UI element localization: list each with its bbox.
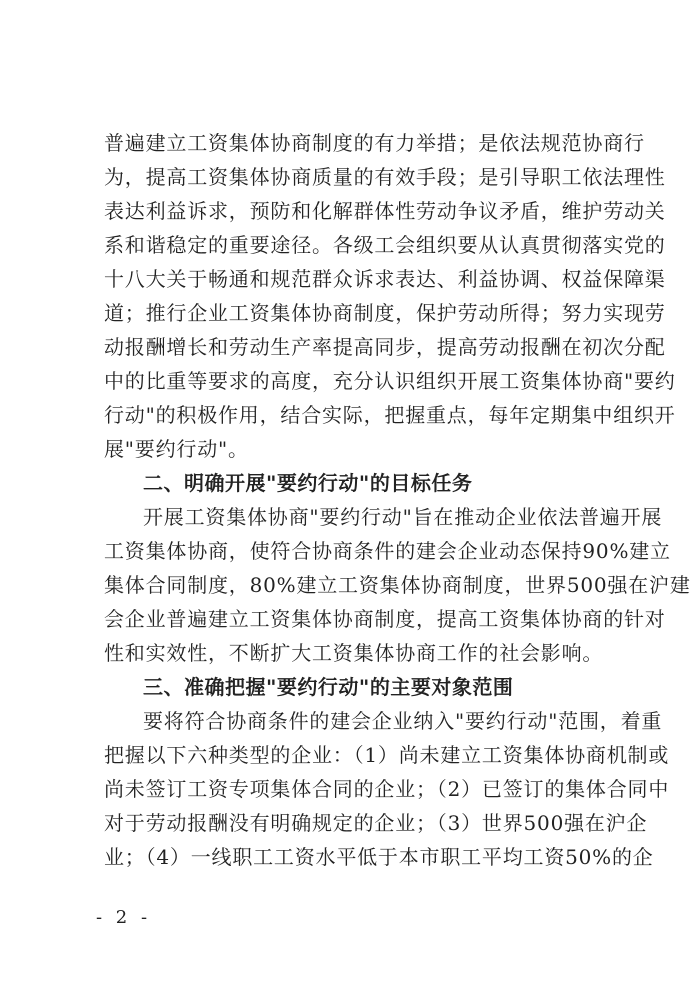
- paragraph-line: 尚未签订工资专项集体合同的企业；（2）已签订的集体合同中: [104, 777, 670, 801]
- paragraph-line: 动报酬增长和劳动生产率提高同步，提高劳动报酬在初次分配: [104, 335, 666, 359]
- paragraph-line: 展"要约行动"。: [104, 437, 249, 461]
- paragraph-line: 行动"的积极作用，结合实际，把握重点，每年定期集中组织开: [104, 403, 676, 427]
- paragraph-line: 中的比重等要求的高度，充分认识组织开展工资集体协商"要约: [104, 369, 676, 393]
- paragraph-line: 开展工资集体协商"要约行动"旨在推动企业依法普遍开展: [143, 505, 663, 529]
- section-heading-scope: 三、准确把握"要约行动"的主要对象范围: [143, 675, 514, 699]
- paragraph-line: 系和谐稳定的重要途径。各级工会组织要从认真贯彻落实党的: [104, 233, 666, 257]
- paragraph-line: 道；推行企业工资集体协商制度，保护劳动所得；努力实现劳: [104, 301, 666, 325]
- paragraph-line: 要将符合协商条件的建会企业纳入"要约行动"范围，着重: [143, 709, 663, 733]
- paragraph-line: 对于劳动报酬没有明确规定的企业；（3）世界500强在沪企: [104, 811, 648, 835]
- page-number: - 2 -: [96, 907, 152, 928]
- section-heading-goals: 二、明确开展"要约行动"的目标任务: [143, 471, 473, 495]
- paragraph-line: 普遍建立工资集体协商制度的有力举措；是依法规范协商行: [104, 131, 645, 155]
- paragraph-line: 业；（4）一线职工工资水平低于本市职工平均工资50%的企: [104, 845, 654, 869]
- paragraph-line: 集体合同制度，80%建立工资集体协商制度，世界500强在沪建: [104, 573, 691, 597]
- paragraph-line: 工资集体协商，使符合协商条件的建会企业动态保持90%建立: [104, 539, 671, 563]
- paragraph-line: 表达利益诉求，预防和化解群体性劳动争议矛盾，维护劳动关: [104, 199, 666, 223]
- paragraph-line: 为，提高工资集体协商质量的有效手段；是引导职工依法理性: [104, 165, 666, 189]
- paragraph-line: 十八大关于畅通和规范群众诉求表达、利益协调、权益保障渠: [104, 267, 666, 291]
- paragraph-line: 把握以下六种类型的企业：（1）尚未建立工资集体协商机制或: [104, 743, 670, 767]
- paragraph-line: 性和实效性，不断扩大工资集体协商工作的社会影响。: [104, 641, 604, 665]
- paragraph-line: 会企业普遍建立工资集体协商制度，提高工资集体协商的针对: [104, 607, 666, 631]
